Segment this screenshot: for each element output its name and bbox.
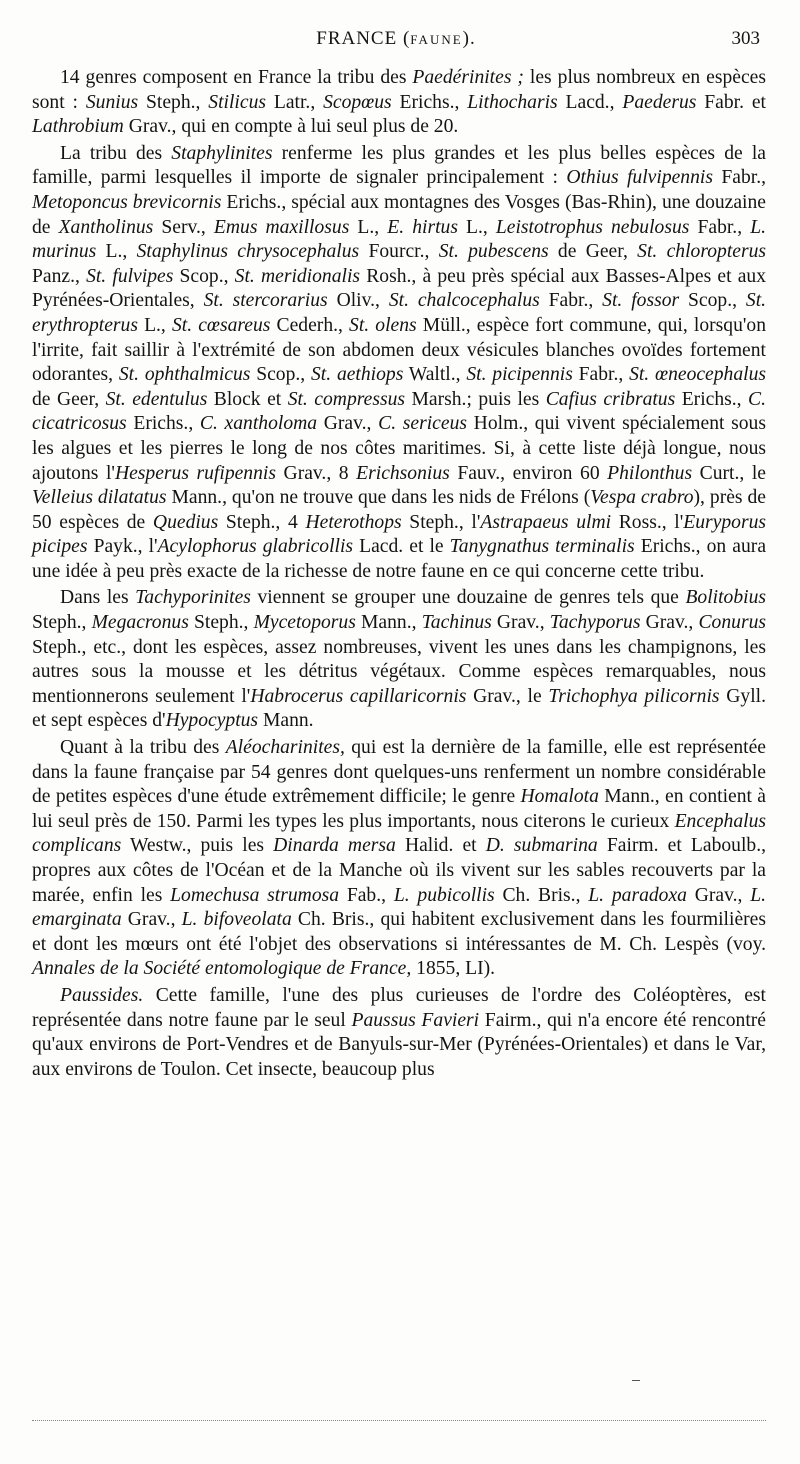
text-run: Steph., — [32, 612, 92, 634]
italic-run: Hypocyptus — [165, 710, 259, 732]
text-run: Mann. — [258, 710, 314, 732]
italic-run: Conurus — [698, 612, 766, 634]
italic-run: St. cœsareus — [171, 314, 271, 336]
text-run: Grav., — [121, 909, 182, 931]
text-run: Gyll. et sept espèces d' — [32, 685, 766, 732]
italic-run: Erichsonius — [356, 462, 450, 484]
text-run: L., — [137, 314, 172, 336]
italic-run: C. cicatricosus — [32, 388, 766, 435]
text-run: Marsh.; puis les — [405, 388, 546, 410]
text-run: Curt., le — [692, 462, 766, 484]
italic-run: E. hirtus — [387, 216, 458, 238]
text-run: Lacd. et le — [353, 536, 450, 558]
italic-run: Dinarda mersa — [273, 835, 396, 857]
italic-run: St. compressus — [287, 388, 406, 410]
italic-run: Paederus — [622, 91, 697, 113]
italic-run: Paussides. — [60, 984, 144, 1006]
text-run: Mann., — [355, 612, 422, 634]
paragraph — [32, 66, 766, 140]
italic-run: Mycetoporus — [253, 612, 356, 634]
text-run: Fairm. et Laboulb., propres aux côtes de l'Océan et de la Manche où ils vivent sur les sables recouverts par la marée, enfin les — [32, 835, 766, 906]
text-run: Erichs., — [675, 388, 749, 410]
italic-run: Lomechusa strumosa — [170, 884, 340, 906]
italic-run: Quedius — [152, 511, 219, 533]
italic-run: Tachyporinites — [135, 587, 251, 609]
running-title-small-caps: FAUNE — [410, 32, 463, 47]
italic-run: Lithocharis — [467, 91, 558, 113]
text-run: Ch. Bris., qui habitent exclusivement dans les fourmilières et dont les mœurs ont été l'objet des observations si intéressantes de M. Ch. Lespès (voy. — [32, 909, 766, 955]
text-run: Fauv., environ 60 — [449, 462, 608, 484]
text-run: Grav., — [317, 413, 379, 435]
italic-run: L. bifoveolata — [181, 909, 292, 931]
text-run: Panz., — [32, 265, 87, 287]
text-run: L., — [96, 241, 137, 263]
italic-run: Hesperus rufipennis — [114, 462, 276, 484]
stray-dash-mark — [632, 1380, 640, 1381]
text-run: Mann., en contient à lui seul près de 150. Parmi les types les plus importants, nous citerons le curieux — [32, 786, 766, 832]
italic-run: Bolitobius — [685, 587, 766, 609]
italic-run: Acylophorus glabricollis — [157, 536, 354, 558]
italic-run: Lathrobium — [32, 116, 124, 138]
running-title-end: ). — [462, 28, 476, 49]
text-run: Payk., l' — [87, 536, 158, 558]
text-run: de Geer, — [548, 241, 638, 263]
text-run: Steph., — [188, 612, 254, 634]
italic-run: Habrocerus capillaricornis — [250, 685, 467, 707]
italic-run: St. picipennis — [466, 364, 573, 386]
italic-run: Philonthus — [607, 462, 693, 484]
text-run: Latr., — [266, 91, 324, 113]
italic-run: D. submarina — [485, 835, 598, 857]
italic-run: St. stercorarius — [203, 290, 328, 312]
text-run: Lacd., — [557, 91, 623, 113]
text-run: Fourcr., — [359, 241, 439, 263]
text-run: Grav., 8 — [275, 462, 357, 484]
text-run: Erichs., — [126, 413, 200, 435]
italic-run: Paussus Favieri — [351, 1009, 480, 1031]
italic-run: Annales de la Société entomologique de France, — [32, 958, 412, 980]
text-run: ), près de 50 espèces de — [32, 487, 767, 533]
italic-run: St. ophthalmicus — [118, 364, 251, 386]
text-run: Müll., espèce fort commune, qui, lorsqu'on l'irrite, fait saillir à l'extrémité de son abdomen deux vésicules blanches ovoïdes fortement odorantes, — [32, 314, 766, 386]
text-run: Block et — [207, 388, 288, 410]
italic-run: Stilicus — [208, 91, 266, 113]
text-run: 14 genres composent en France la tribu des — [60, 67, 413, 88]
italic-run: St. chalcocephalus — [388, 290, 540, 312]
text-run: Quant à la tribu des — [60, 737, 226, 759]
italic-run: St. erythropterus — [32, 290, 767, 336]
italic-run: Sunius — [85, 91, 139, 113]
italic-run: Homalota — [520, 786, 599, 808]
text-run: Grav., qui en compte à lui seul plus de 20. — [123, 116, 459, 138]
italic-run: C. sericeus — [378, 413, 467, 435]
text-run: L., — [457, 216, 496, 238]
text-run: viennent se grouper une douzaine de genres tels que — [250, 587, 686, 609]
italic-run: Leistotrophus nebulosus — [495, 216, 690, 238]
text-run: 1855, LI). — [411, 958, 496, 980]
text-run: Waltl., — [403, 364, 467, 386]
text-run: Oliv., — [327, 290, 389, 312]
italic-run: Heterothops — [305, 511, 402, 533]
text-run: Grav., — [686, 884, 751, 906]
text-run: Westw., puis les — [121, 835, 274, 857]
text-run: Holm., qui vivent spécialement sous les algues et les pierres le long de nos côtes maritimes. Si, à cette liste déjà longue, nous ajoutons l' — [32, 413, 766, 484]
italic-run: St. pubescens — [438, 241, 549, 263]
italic-run: C. xantholoma — [199, 413, 318, 435]
italic-run: Tachyporus — [549, 612, 641, 634]
text-run: Fabr., — [712, 167, 767, 189]
text-run: Fairm., qui n'a encore été rencontré qu'aux environs de Port-Vendres et de Banyuls-sur-Mer (Pyrénées-Orientales) et dans le Var, aux environs de Toulon. Cet insecte, beaucoup plus — [32, 1009, 766, 1080]
text-run: L., — [349, 216, 388, 238]
text-run: qui est la dernière de la famille, elle est représentée dans la faune française par 54 genres dont quelques-uns renferment un nombre considérable de petites espèces d'une étude extrêmement difficile; le genre — [32, 737, 766, 808]
text-run: Halid. et — [395, 835, 486, 857]
text-run: Ch. Bris., — [494, 884, 589, 906]
text-run: Fabr., — [689, 216, 751, 238]
text-run: Steph., l' — [401, 511, 481, 533]
page-number: 303 — [731, 28, 760, 49]
paragraph — [32, 984, 766, 1082]
italic-run: Xantholinus — [58, 216, 154, 238]
text-run: Fabr., — [572, 364, 630, 386]
text-run: Cederh., — [270, 314, 350, 336]
italic-run: Staphylinus chrysocephalus — [136, 241, 360, 263]
italic-run: St. fossor — [602, 290, 680, 312]
paragraph — [32, 586, 766, 734]
italic-run: Encephalus complicans — [32, 810, 766, 857]
running-title — [32, 28, 760, 50]
italic-run: Tachinus — [421, 612, 492, 634]
italic-run: Trichophya pilicornis — [548, 685, 720, 707]
text-run: Mann., qu'on ne trouve que dans les nids de Frélons ( — [166, 487, 591, 509]
italic-run: L. pubicollis — [393, 884, 495, 906]
italic-run: St. œneocephalus — [629, 364, 767, 386]
italic-run: Metoponcus brevicornis — [32, 191, 222, 213]
italic-run: St. meridionalis — [234, 265, 361, 287]
italic-run: Emus maxillosus — [213, 216, 350, 238]
text-run: Erichs., spécial aux montagnes des Vosges (Bas-Rhin), une douzaine de — [32, 191, 766, 238]
text-run: les plus nombreux en espèces sont : — [32, 67, 766, 113]
running-title-main: FRANCE ( — [316, 28, 411, 49]
italic-run: St. edentulus — [105, 388, 208, 410]
page-header — [32, 28, 760, 58]
italic-run: Megacronus — [91, 612, 189, 634]
text-run: Steph., etc., dont les espèces, assez nombreuses, vivent les unes dans les champignons, les autres sous la mousse et les détritus végétaux. Comme espèces remarquables, nous mentionnerons seulement l' — [32, 636, 766, 707]
italic-run: Vespa crabro — [590, 487, 694, 509]
text-run: Dans les — [60, 587, 136, 609]
italic-run: St. fulvipes — [86, 265, 174, 287]
text-run: La tribu des — [60, 142, 172, 164]
italic-run: St. aethiops — [311, 364, 404, 386]
italic-run: Staphylinites — [171, 142, 273, 164]
text-run: Steph., 4 — [218, 511, 306, 533]
text-run: Grav., — [640, 612, 699, 634]
text-run: Ross., l' — [611, 511, 684, 533]
text-run: Scop., — [679, 290, 746, 312]
italic-run: L. emarginata — [32, 884, 767, 931]
italic-run: St. olens — [349, 314, 417, 336]
text-run: Serv., — [153, 216, 214, 238]
text-run: Grav., le — [466, 685, 549, 707]
italic-run: Cafius cribratus — [545, 388, 676, 410]
text-run: renferme les plus grandes et les plus belles espèces de la famille, parmi lesquelles il importe de signaler principalement : — [32, 142, 766, 189]
italic-run: Velleius dilatatus — [32, 487, 167, 509]
italic-run: Aléocharinites, — [225, 737, 345, 759]
text-run: Fabr., — [539, 290, 603, 312]
paragraph — [32, 142, 766, 585]
text-run: Fabr. et — [696, 91, 766, 113]
text-run: Grav., — [491, 612, 550, 634]
text-run: Erichs., — [391, 91, 468, 113]
italic-run: L. paradoxa — [588, 884, 687, 906]
text-run: Steph., — [138, 91, 209, 113]
footer-dotted-rule — [32, 1420, 766, 1421]
text-run: Fab., — [339, 884, 394, 906]
italic-run: Othius fulvipennis — [566, 167, 713, 189]
body-text — [32, 66, 766, 1084]
italic-run: Astrapaeus ulmi — [480, 511, 612, 533]
text-run: Scop., — [173, 265, 235, 287]
text-run: Cette famille, l'une des plus curieuses de l'ordre des Coléoptères, est représentée dans notre faune par le seul — [32, 984, 766, 1031]
italic-run: Scopœus — [323, 91, 392, 113]
italic-run: Paedérinites ; — [412, 67, 524, 88]
text-run: Rosh., à peu près spécial aux Basses-Alpes et aux Pyrénées-Orientales, — [32, 265, 766, 312]
italic-run: St. chloropterus — [637, 241, 767, 263]
italic-run: Euryporus picipes — [32, 511, 767, 558]
text-run: Scop., — [250, 364, 311, 386]
text-run: de Geer, — [32, 388, 106, 410]
text-run: Erichs., on aura une idée à peu près exacte de la richesse de notre faune en ce qui concerne cette tribu. — [32, 536, 767, 582]
italic-run: Tanygnathus terminalis — [449, 536, 635, 558]
paragraph — [32, 736, 766, 982]
italic-run: L. murinus — [32, 216, 766, 263]
